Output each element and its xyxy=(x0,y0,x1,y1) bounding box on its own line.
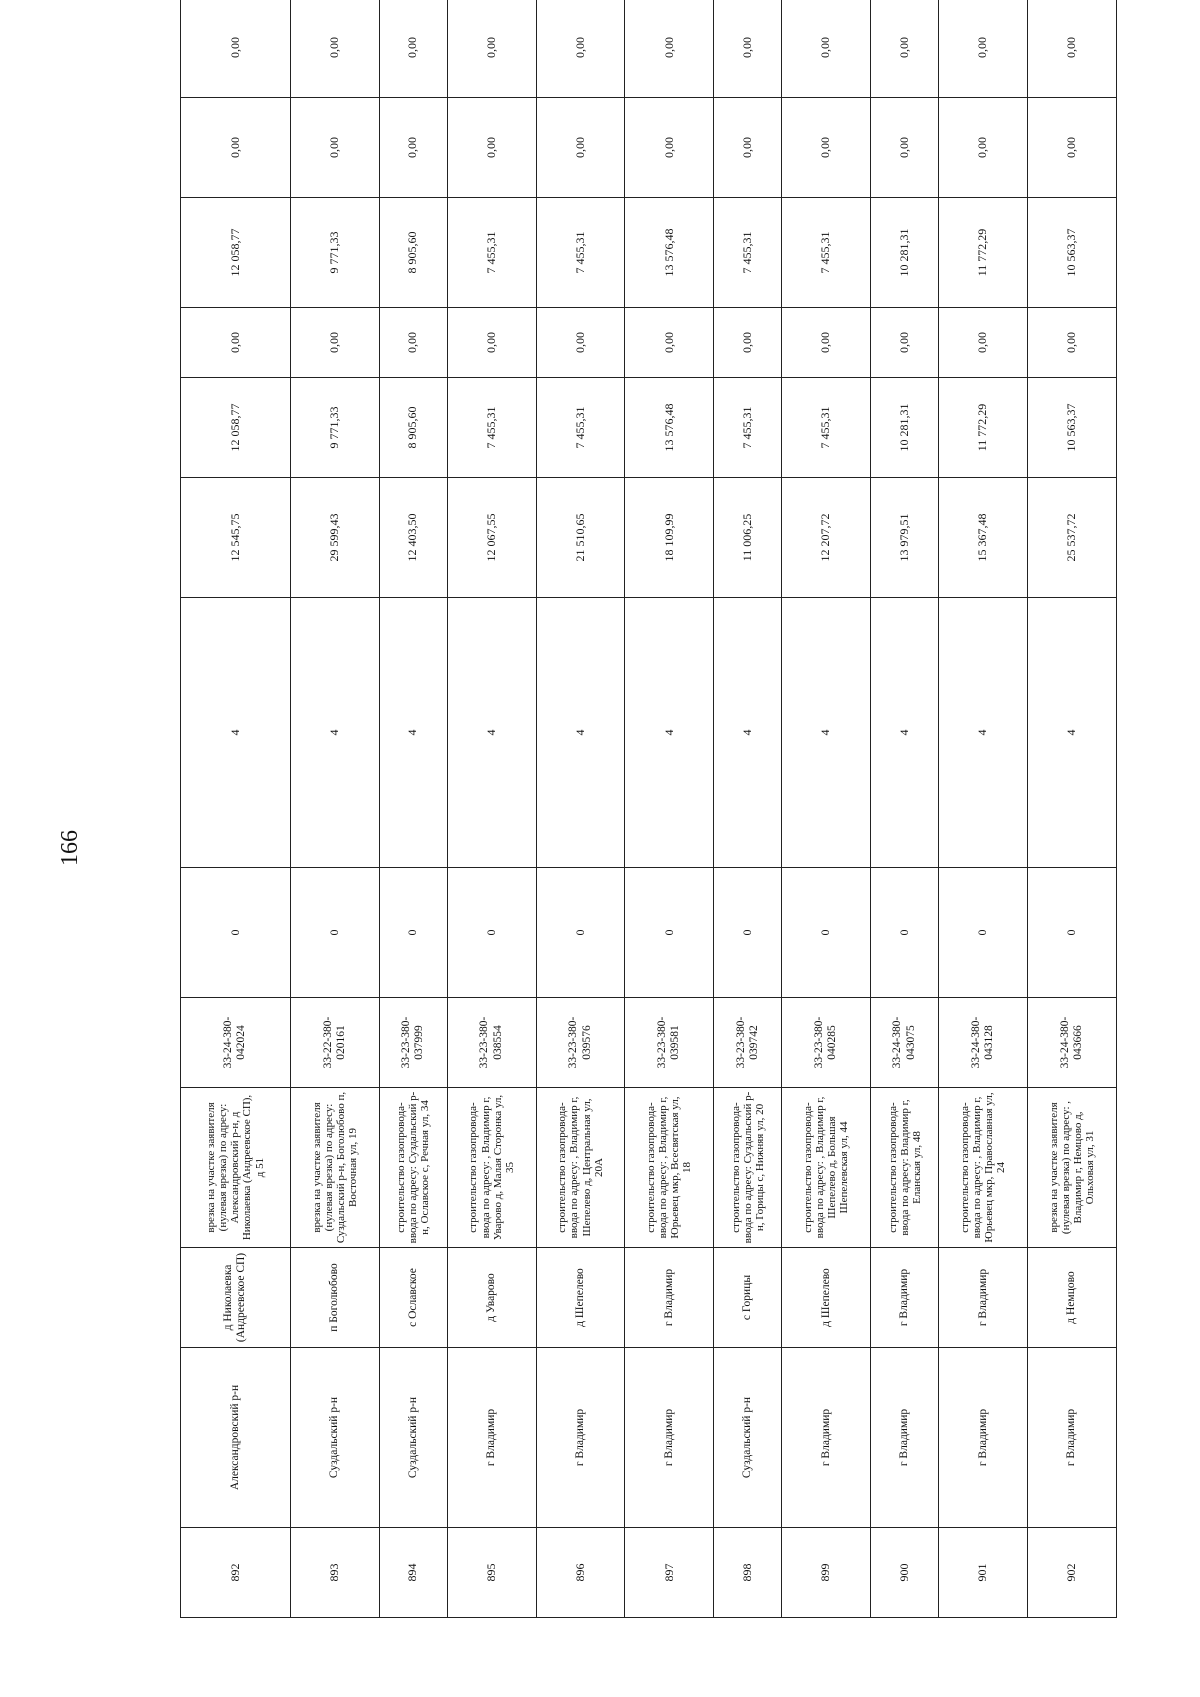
description-cell: строительство газопровода-ввода по адресу: , Владимир г, Юрьевец мкр, Всесвятская ул, 18 xyxy=(625,1088,714,1248)
description-cell: врезка на участке заявителя (нулевая врезка) по адресу: Суздальский р-н, Боголюбово п, Восточная ул, 19 xyxy=(290,1088,379,1248)
sum-cell-5: 0,00 xyxy=(714,0,782,98)
sum-cell-2: 0,00 xyxy=(290,308,379,378)
locality-cell: п Боголюбово xyxy=(290,1248,379,1348)
count-cell-1: 0 xyxy=(871,868,939,998)
locality-cell: д Николаевка (Андреевское СП) xyxy=(181,1248,291,1348)
count-cell-2: 4 xyxy=(290,598,379,868)
application-code-cell: 33-24-380-043075 xyxy=(871,998,939,1088)
total-cost-cell: 13 979,51 xyxy=(871,478,939,598)
row-number-cell: 894 xyxy=(379,1528,447,1618)
count-cell-1: 0 xyxy=(939,868,1028,998)
description-cell: строительство газопровода-ввода по адресу: , Владимир г, Шепелево д, Центральная ул, 20А xyxy=(536,1088,625,1248)
sum-cell-4: 0,00 xyxy=(939,98,1028,198)
district-cell: г Владимир xyxy=(939,1348,1028,1528)
district-cell: г Владимир xyxy=(447,1348,536,1528)
total-cost-cell: 12 067,55 xyxy=(447,478,536,598)
application-code-cell: 33-23-380-039576 xyxy=(536,998,625,1088)
sum-cell-1: 10 281,31 xyxy=(871,378,939,478)
count-cell-1: 0 xyxy=(290,868,379,998)
description-cell: врезка на участке заявителя (нулевая врезка) по адресу: Александровский р-н, д Николаевка (Андреевское СП), д 51 xyxy=(181,1088,291,1248)
table-row xyxy=(536,0,625,1618)
sum-cell-1: 10 563,37 xyxy=(1028,378,1117,478)
sum-cell-1: 13 576,48 xyxy=(625,378,714,478)
sum-cell-3: 9 771,33 xyxy=(290,198,379,308)
sum-cell-3: 7 455,31 xyxy=(536,198,625,308)
district-cell: Суздальский р-н xyxy=(714,1348,782,1528)
total-cost-cell: 12 545,75 xyxy=(181,478,291,598)
table-body xyxy=(181,0,1117,1618)
table-row xyxy=(181,0,291,1618)
sum-cell-4: 0,00 xyxy=(290,98,379,198)
district-cell: г Владимир xyxy=(625,1348,714,1528)
row-number-cell: 902 xyxy=(1028,1528,1117,1618)
sum-cell-4: 0,00 xyxy=(379,98,447,198)
row-number-cell: 900 xyxy=(871,1528,939,1618)
sum-cell-3: 12 058,77 xyxy=(181,198,291,308)
sum-cell-5: 0,00 xyxy=(782,0,871,98)
application-code-cell: 33-23-380-037999 xyxy=(379,998,447,1088)
sum-cell-1: 11 772,29 xyxy=(939,378,1028,478)
sum-cell-5: 0,00 xyxy=(181,0,291,98)
table-row xyxy=(625,0,714,1618)
sum-cell-4: 0,00 xyxy=(782,98,871,198)
table-row xyxy=(290,0,379,1618)
table-row xyxy=(782,0,871,1618)
count-cell-2: 4 xyxy=(782,598,871,868)
sum-cell-1: 7 455,31 xyxy=(536,378,625,478)
sum-cell-3: 8 905,60 xyxy=(379,198,447,308)
district-cell: г Владимир xyxy=(536,1348,625,1528)
sum-cell-5: 0,00 xyxy=(536,0,625,98)
sum-cell-2: 0,00 xyxy=(625,308,714,378)
sum-cell-3: 10 563,37 xyxy=(1028,198,1117,308)
sum-cell-5: 0,00 xyxy=(871,0,939,98)
sum-cell-4: 0,00 xyxy=(1028,98,1117,198)
sum-cell-4: 0,00 xyxy=(536,98,625,198)
total-cost-cell: 15 367,48 xyxy=(939,478,1028,598)
count-cell-1: 0 xyxy=(625,868,714,998)
table-row xyxy=(871,0,939,1618)
total-cost-cell: 21 510,65 xyxy=(536,478,625,598)
sum-cell-5: 0,00 xyxy=(939,0,1028,98)
application-code-cell: 33-23-380-039742 xyxy=(714,998,782,1088)
count-cell-1: 0 xyxy=(1028,868,1117,998)
row-number-cell: 893 xyxy=(290,1528,379,1618)
sum-cell-1: 7 455,31 xyxy=(714,378,782,478)
sum-cell-3: 7 455,31 xyxy=(714,198,782,308)
table-rotator xyxy=(180,37,1117,1618)
count-cell-2: 4 xyxy=(181,598,291,868)
count-cell-2: 4 xyxy=(714,598,782,868)
total-cost-cell: 25 537,72 xyxy=(1028,478,1117,598)
sum-cell-4: 0,00 xyxy=(871,98,939,198)
application-code-cell: 33-24-380-043128 xyxy=(939,998,1028,1088)
count-cell-1: 0 xyxy=(447,868,536,998)
count-cell-2: 4 xyxy=(625,598,714,868)
total-cost-cell: 12 207,72 xyxy=(782,478,871,598)
sum-cell-2: 0,00 xyxy=(1028,308,1117,378)
locality-cell: г Владимир xyxy=(871,1248,939,1348)
application-code-cell: 33-22-380-020161 xyxy=(290,998,379,1088)
locality-cell: д Немцово xyxy=(1028,1248,1117,1348)
sum-cell-2: 0,00 xyxy=(782,308,871,378)
total-cost-cell: 12 403,50 xyxy=(379,478,447,598)
sum-cell-1: 8 905,60 xyxy=(379,378,447,478)
description-cell: строительство газопровода-ввода по адресу: Суздальский р-н, Ославское с, Речная ул, 34 xyxy=(379,1088,447,1248)
row-number-cell: 898 xyxy=(714,1528,782,1618)
sum-cell-5: 0,00 xyxy=(625,0,714,98)
table-row xyxy=(939,0,1028,1618)
sum-cell-3: 10 281,31 xyxy=(871,198,939,308)
district-cell: г Владимир xyxy=(1028,1348,1117,1528)
total-cost-cell: 29 599,43 xyxy=(290,478,379,598)
application-code-cell: 33-24-380-043666 xyxy=(1028,998,1117,1088)
sum-cell-4: 0,00 xyxy=(181,98,291,198)
locality-cell: с Ославское xyxy=(379,1248,447,1348)
locality-cell: с Горицы xyxy=(714,1248,782,1348)
count-cell-2: 4 xyxy=(379,598,447,868)
sum-cell-1: 9 771,33 xyxy=(290,378,379,478)
count-cell-1: 0 xyxy=(782,868,871,998)
row-number-cell: 896 xyxy=(536,1528,625,1618)
sum-cell-3: 7 455,31 xyxy=(447,198,536,308)
table-row xyxy=(447,0,536,1618)
description-cell: строительство газопровода-ввода по адресу: , Владимир г, Шепелево д, Большая Шепелевская ул, 44 xyxy=(782,1088,871,1248)
count-cell-2: 4 xyxy=(939,598,1028,868)
data-table xyxy=(180,0,1117,1618)
sum-cell-1: 7 455,31 xyxy=(782,378,871,478)
locality-cell: д Уварово xyxy=(447,1248,536,1348)
total-cost-cell: 18 109,99 xyxy=(625,478,714,598)
locality-cell: г Владимир xyxy=(625,1248,714,1348)
count-cell-2: 4 xyxy=(536,598,625,868)
sum-cell-1: 12 058,77 xyxy=(181,378,291,478)
row-number-cell: 901 xyxy=(939,1528,1028,1618)
count-cell-1: 0 xyxy=(714,868,782,998)
row-number-cell: 892 xyxy=(181,1528,291,1618)
count-cell-2: 4 xyxy=(871,598,939,868)
sum-cell-3: 11 772,29 xyxy=(939,198,1028,308)
locality-cell: д Шепелево xyxy=(782,1248,871,1348)
sum-cell-5: 0,00 xyxy=(290,0,379,98)
application-code-cell: 33-24-380-042024 xyxy=(181,998,291,1088)
district-cell: Суздальский р-н xyxy=(290,1348,379,1528)
sum-cell-2: 0,00 xyxy=(714,308,782,378)
application-code-cell: 33-23-380-040285 xyxy=(782,998,871,1088)
page-number: 166 xyxy=(56,830,83,866)
row-number-cell: 899 xyxy=(782,1528,871,1618)
sum-cell-2: 0,00 xyxy=(181,308,291,378)
district-cell: Суздальский р-н xyxy=(379,1348,447,1528)
description-cell: строительство газопровода-ввода по адресу: , Владимир г, Юрьевец мкр, Православная ул, 24 xyxy=(939,1088,1028,1248)
description-cell: врезка на участке заявителя (нулевая врезка) по адресу: , Владимир г, Немцово д, Ольховая ул, 31 xyxy=(1028,1088,1117,1248)
district-cell: г Владимир xyxy=(782,1348,871,1528)
sum-cell-4: 0,00 xyxy=(447,98,536,198)
sum-cell-2: 0,00 xyxy=(379,308,447,378)
sum-cell-5: 0,00 xyxy=(447,0,536,98)
table-row xyxy=(714,0,782,1618)
sum-cell-2: 0,00 xyxy=(447,308,536,378)
sum-cell-3: 7 455,31 xyxy=(782,198,871,308)
sum-cell-4: 0,00 xyxy=(625,98,714,198)
application-code-cell: 33-23-380-038554 xyxy=(447,998,536,1088)
sum-cell-4: 0,00 xyxy=(714,98,782,198)
locality-cell: д Шепелево xyxy=(536,1248,625,1348)
district-cell: г Владимир xyxy=(871,1348,939,1528)
sum-cell-2: 0,00 xyxy=(871,308,939,378)
sum-cell-1: 7 455,31 xyxy=(447,378,536,478)
total-cost-cell: 11 006,25 xyxy=(714,478,782,598)
sum-cell-2: 0,00 xyxy=(536,308,625,378)
sum-cell-5: 0,00 xyxy=(379,0,447,98)
description-cell: строительство газопровода-ввода по адресу: Суздальский р-н, Горицы с, Нижняя ул, 20 xyxy=(714,1088,782,1248)
description-cell: строительство газопровода-ввода по адресу: Владимир г, Еланская ул, 48 xyxy=(871,1088,939,1248)
row-number-cell: 897 xyxy=(625,1528,714,1618)
count-cell-1: 0 xyxy=(379,868,447,998)
sum-cell-3: 13 576,48 xyxy=(625,198,714,308)
sum-cell-5: 0,00 xyxy=(1028,0,1117,98)
count-cell-1: 0 xyxy=(181,868,291,998)
district-cell: Александровский р-н xyxy=(181,1348,291,1528)
sum-cell-2: 0,00 xyxy=(939,308,1028,378)
description-cell: строительство газопровода-ввода по адресу: , Владимир г, Уварово д, Малая Сторонка ул, 35 xyxy=(447,1088,536,1248)
table-row xyxy=(1028,0,1117,1618)
row-number-cell: 895 xyxy=(447,1528,536,1618)
count-cell-1: 0 xyxy=(536,868,625,998)
locality-cell: г Владимир xyxy=(939,1248,1028,1348)
table-row xyxy=(379,0,447,1618)
count-cell-2: 4 xyxy=(447,598,536,868)
count-cell-2: 4 xyxy=(1028,598,1117,868)
application-code-cell: 33-23-380-039581 xyxy=(625,998,714,1088)
